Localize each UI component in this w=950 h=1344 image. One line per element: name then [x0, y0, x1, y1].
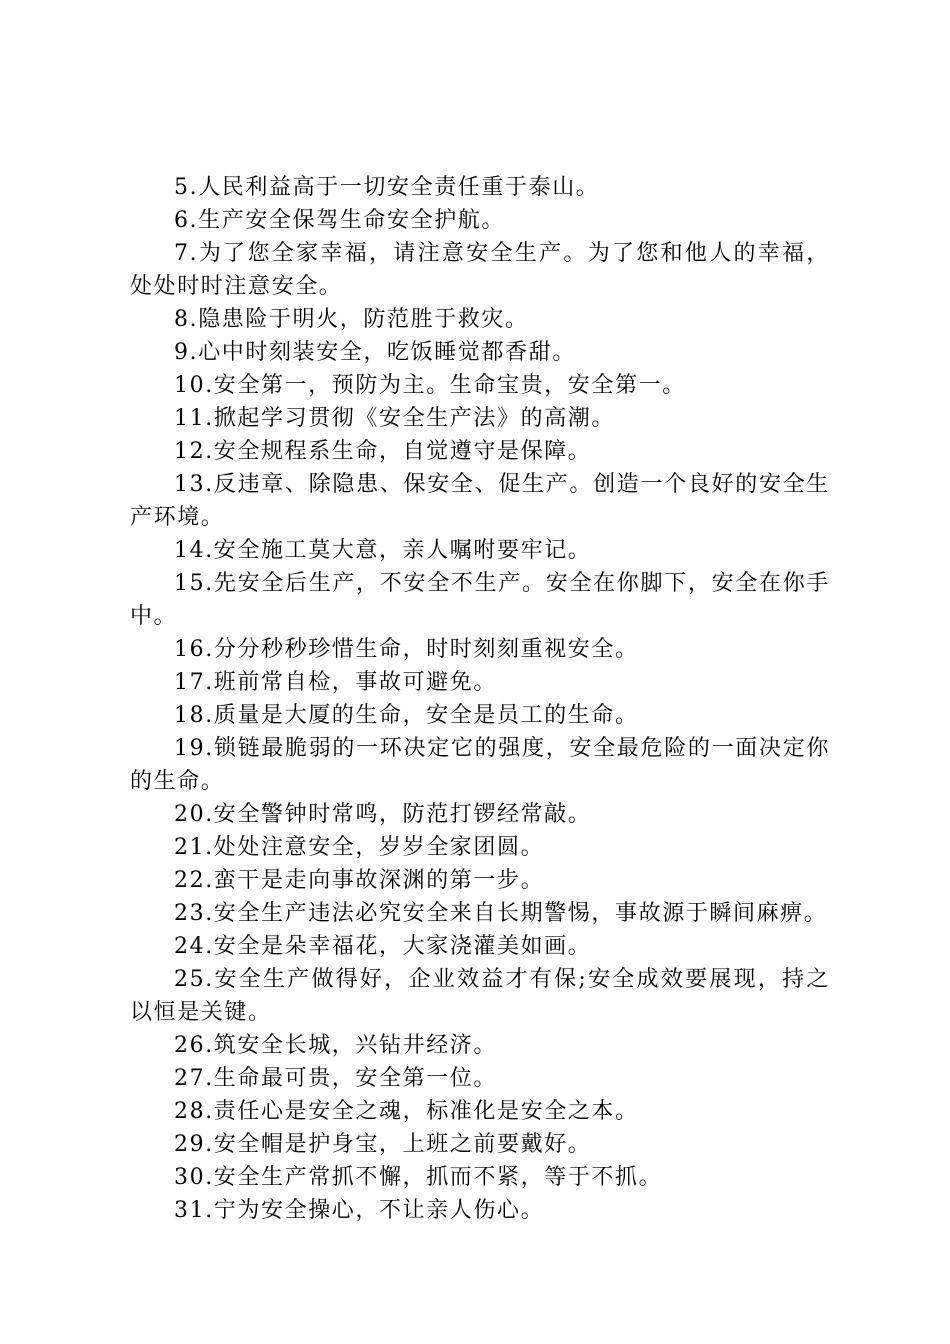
list-item: 7.为了您全家幸福，请注意安全生产。为了您和他人的幸福，处处时时注意安全。	[130, 241, 830, 299]
slogan-list	[130, 171, 830, 1227]
list-item: 31.宁为安全操心，不让亲人伤心。	[174, 1198, 545, 1223]
list-item: 14.安全施工莫大意，亲人嘱咐要牢记。	[174, 538, 592, 563]
list-item: 11.掀起学习贯彻《安全生产法》的高潮。	[174, 406, 615, 431]
list-item: 22.蛮干是走向事故深渊的第一步。	[174, 868, 545, 893]
list-item: 25.安全生产做得好，企业效益才有保;安全成效要展现，持之以恒是关键。	[130, 967, 830, 1025]
list-item: 18.质量是大厦的生命，安全是员工的生命。	[174, 703, 639, 728]
list-item: 27.生命最可贵，安全第一位。	[174, 1066, 497, 1091]
list-item: 8.隐患险于明火，防范胜于救灾。	[174, 307, 529, 332]
list-item: 19.锁链最脆弱的一环决定它的强度，安全最危险的一面决定你的生命。	[130, 736, 830, 794]
list-item: 17.班前常自检，事故可避免。	[174, 670, 497, 695]
list-item: 23.安全生产违法必究安全来自长期警惕，事故源于瞬间麻痹。	[174, 901, 828, 926]
list-item: 30.安全生产常抓不懈，抓而不紧，等于不抓。	[174, 1165, 663, 1190]
list-item: 20.安全警钟时常鸣，防范打锣经常敲。	[174, 802, 592, 827]
list-item: 10.安全第一，预防为主。生命宝贵，安全第一。	[174, 373, 686, 398]
list-item: 5.人民利益高于一切安全责任重于泰山。	[174, 175, 600, 200]
list-item: 28.责任心是安全之魂，标准化是安全之本。	[174, 1099, 639, 1124]
list-item: 16.分分秒秒珍惜生命，时时刻刻重视安全。	[174, 637, 639, 662]
list-item: 29.安全帽是护身宝，上班之前要戴好。	[174, 1132, 592, 1157]
list-item: 21.处处注意安全，岁岁全家团圆。	[174, 835, 545, 860]
list-item: 13.反违章、除隐患、保安全、促生产。创造一个良好的安全生产环境。	[130, 472, 830, 530]
list-item: 24.安全是朵幸福花，大家浇灌美如画。	[174, 934, 592, 959]
list-item: 6.生产安全保驾生命安全护航。	[174, 208, 505, 233]
list-item: 15.先安全后生产，不安全不生产。安全在你脚下，安全在你手中。	[130, 571, 830, 629]
list-item: 26.筑安全长城，兴钻井经济。	[174, 1033, 497, 1058]
list-item: 12.安全规程系生命，自觉遵守是保障。	[174, 439, 592, 464]
list-item: 9.心中时刻装安全，吃饭睡觉都香甜。	[174, 340, 576, 365]
